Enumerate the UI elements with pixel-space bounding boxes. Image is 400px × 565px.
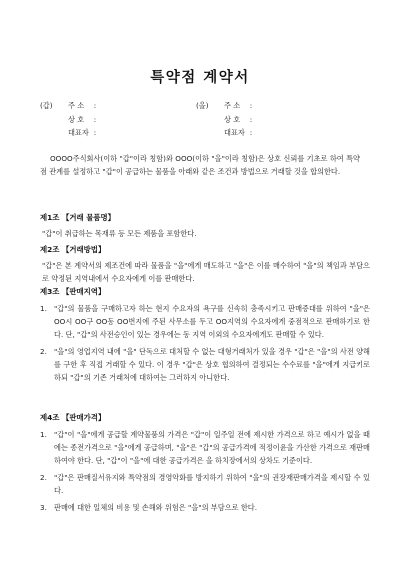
party-a-trade-row <box>40 113 100 127</box>
article-2-heading: 제2조 【거래방법】 <box>40 245 106 254</box>
party-a-trade-label: 상 호 <box>68 114 85 124</box>
party-b-id: (을) <box>196 101 209 110</box>
article-3-item-1-number: 1. <box>40 304 47 313</box>
party-b-trade-row <box>196 113 256 127</box>
party-a-rep-row <box>40 126 100 140</box>
party-b-trade-label: 상 호 <box>224 114 241 124</box>
article-3-heading: 제3조 【판매지역】 <box>40 287 106 296</box>
party-a-rep-label: 대표자 <box>68 128 89 137</box>
article-2 <box>40 244 370 285</box>
article-1-body: "갑"이 취급하는 목재류 등 모든 제품을 포함한다. <box>42 229 197 238</box>
article-4-item-3-text: 판매에 대한 일체의 비용 및 손해와 위험은 "을"의 부담으로 한다. <box>54 503 258 512</box>
party-b-address-row <box>196 99 256 113</box>
article-1-heading: 제1조 【거래 물품명】 <box>40 213 116 222</box>
party-b-block <box>196 99 256 140</box>
article-2-body: "갑"은 본 계약서의 제조건에 따라 물품을 "을"에게 매도하고 "을"은 이를 매수하여 "을"의 책임과 부담으로 약정된 지역내에서 수요자에게 이를 판매한다. <box>42 261 370 283</box>
party-a-rep-colon: : <box>93 128 97 137</box>
article-3-item-1-text: "갑"의 물품을 구매하고자 하는 현지 수요자의 욕구를 신속히 충족시키고 판매증대를 위하여 "을"은 OO시 OO구 OO동 OO번지에 주된 사무소를 두고 OO지역의 수요자에게 중점적으로 판매하기로 한다. 단, "갑"의 사전승인이 있는 경우에는 동 지역 이외의 수요자에게도 판매할 수 있다. <box>54 304 370 339</box>
article-4-item-3-number: 3. <box>40 503 47 512</box>
party-a-trade-colon: : <box>93 114 97 124</box>
article-4-item-2-number: 2. <box>40 473 47 482</box>
party-a-address-colon: : <box>93 101 97 110</box>
article-4-item-1-number: 1. <box>40 430 47 439</box>
article-3-item-1 <box>40 302 370 341</box>
article-3 <box>40 286 370 388</box>
article-4-item-1-text: "갑"이 "을"에게 공급할 계약물품의 가격은 "갑"이 일주일 전에 제시한 가격으로 하고 예시가 없을 때에는 종전가격으로 "을"에게 공급하며, "을"은 "갑"의 공급가격에 적정이윤을 가산한 가격으로 재판매하여야 한다. 단, "갑"이 "을"에 대한 공급가격은 을 하치장에서의 상차도 기준이다. <box>54 430 370 465</box>
party-b-address-label: 주 소 <box>224 101 241 110</box>
article-4 <box>40 412 370 518</box>
article-3-item-2-text: "을"의 영업지역 내에 "을" 단독으로 대처할 수 없는 대형거래처가 있을 경우 "갑"은 "을"의 사전 양해를 구한 후 직접 거래할 수 있다. 이 경우 "갑"은 상호 협의하여 결정되는 수수료를 "을"에게 지급키로 하되 "갑"의 기존 거래처에 대하여는 그러하지 아니한다. <box>54 347 370 382</box>
article-3-item-2-number: 2. <box>40 347 47 356</box>
party-a-block <box>40 99 100 140</box>
party-b-address-colon: : <box>249 101 253 110</box>
document-title: 특약점 계약서 <box>150 70 250 86</box>
article-3-item-2 <box>40 345 370 384</box>
article-4-item-2-text: "갑"은 판매질서유지와 특약점의 경영악화를 방지하기 위하여 "을"의 권장재판매가격을 제시할 수 있다. <box>54 473 370 495</box>
article-3-list <box>40 302 370 384</box>
party-b-trade-colon: : <box>249 114 253 124</box>
party-a-id: (갑) <box>40 101 53 110</box>
article-4-item-1 <box>40 428 370 467</box>
article-4-item-2 <box>40 471 370 497</box>
article-1 <box>40 212 370 241</box>
party-a-address-label: 주 소 <box>68 101 85 110</box>
party-a-address-row <box>40 99 100 113</box>
article-4-list <box>40 428 370 514</box>
article-4-item-3 <box>40 501 370 514</box>
party-b-rep-row <box>196 126 256 140</box>
party-b-rep-colon: : <box>249 128 253 137</box>
article-4-heading: 제4조 【판매가격】 <box>40 413 106 422</box>
intro-paragraph: OOOO주식회사(이하 "갑"이라 칭함)와 OOO(이하 "을"이라 칭함)은 상호 신뢰를 기초로 하여 특약점 관계를 설정하고 "갑"이 공급하는 물품을 아래와 같은 조건과 방법으로 거래할 것을 합의한다. <box>40 154 360 176</box>
party-b-rep-label: 대표자 <box>224 128 245 137</box>
